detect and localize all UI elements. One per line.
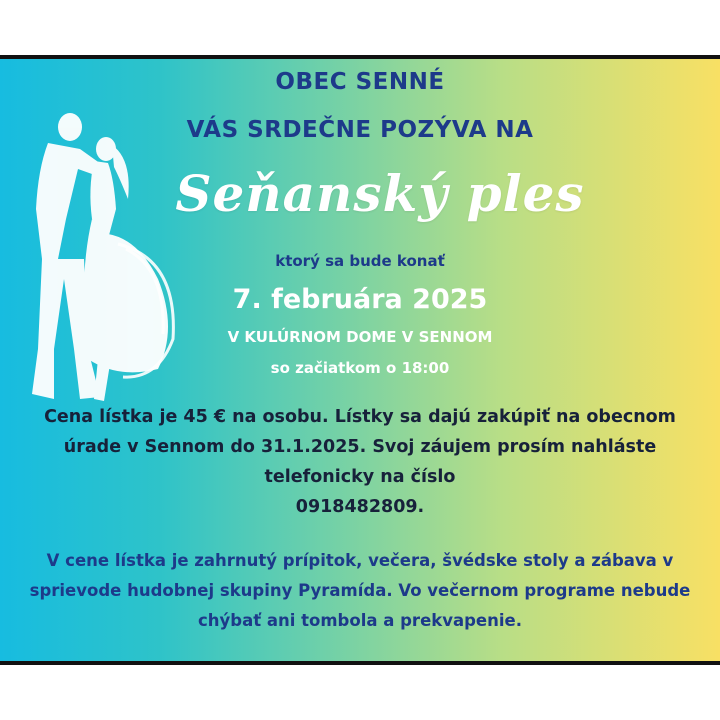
organizer-line: OBEC SENNÉ	[275, 69, 445, 95]
ticket-line: Cena lístka je 45 € na osobu. Lístky sa dajú zakúpiť na obecnom	[44, 407, 676, 427]
event-subtitle: ktorý sa bude konať	[275, 252, 445, 270]
ticket-line: telefonicky na číslo	[264, 467, 456, 487]
phone-number: 0918482809.	[295, 497, 425, 517]
ticket-line: úrade v Sennom do 31.1.2025. Svoj záujem prosím nahláste	[63, 437, 657, 457]
ticket-info	[0, 402, 720, 522]
included-line: sprievode hudobnej skupiny Pyramída. Vo večernom programe nebude	[29, 581, 691, 600]
event-time: so začiatkom o 18:00	[270, 359, 450, 377]
invitation-poster	[0, 55, 720, 665]
included-line: V cene lístka je zahrnutý prípitok, večera, švédske stoly a zábava v	[46, 551, 674, 570]
event-place: V KULÚRNOM DOME V SENNOM	[227, 328, 493, 346]
included-info	[0, 546, 720, 636]
included-line: chýbať ani tombola a prekvapenie.	[198, 611, 522, 630]
event-date: 7. februára 2025	[232, 284, 488, 315]
event-title: Seňanský ples	[175, 164, 585, 223]
invite-line: VÁS SRDEČNE POZÝVA NA	[186, 117, 534, 143]
